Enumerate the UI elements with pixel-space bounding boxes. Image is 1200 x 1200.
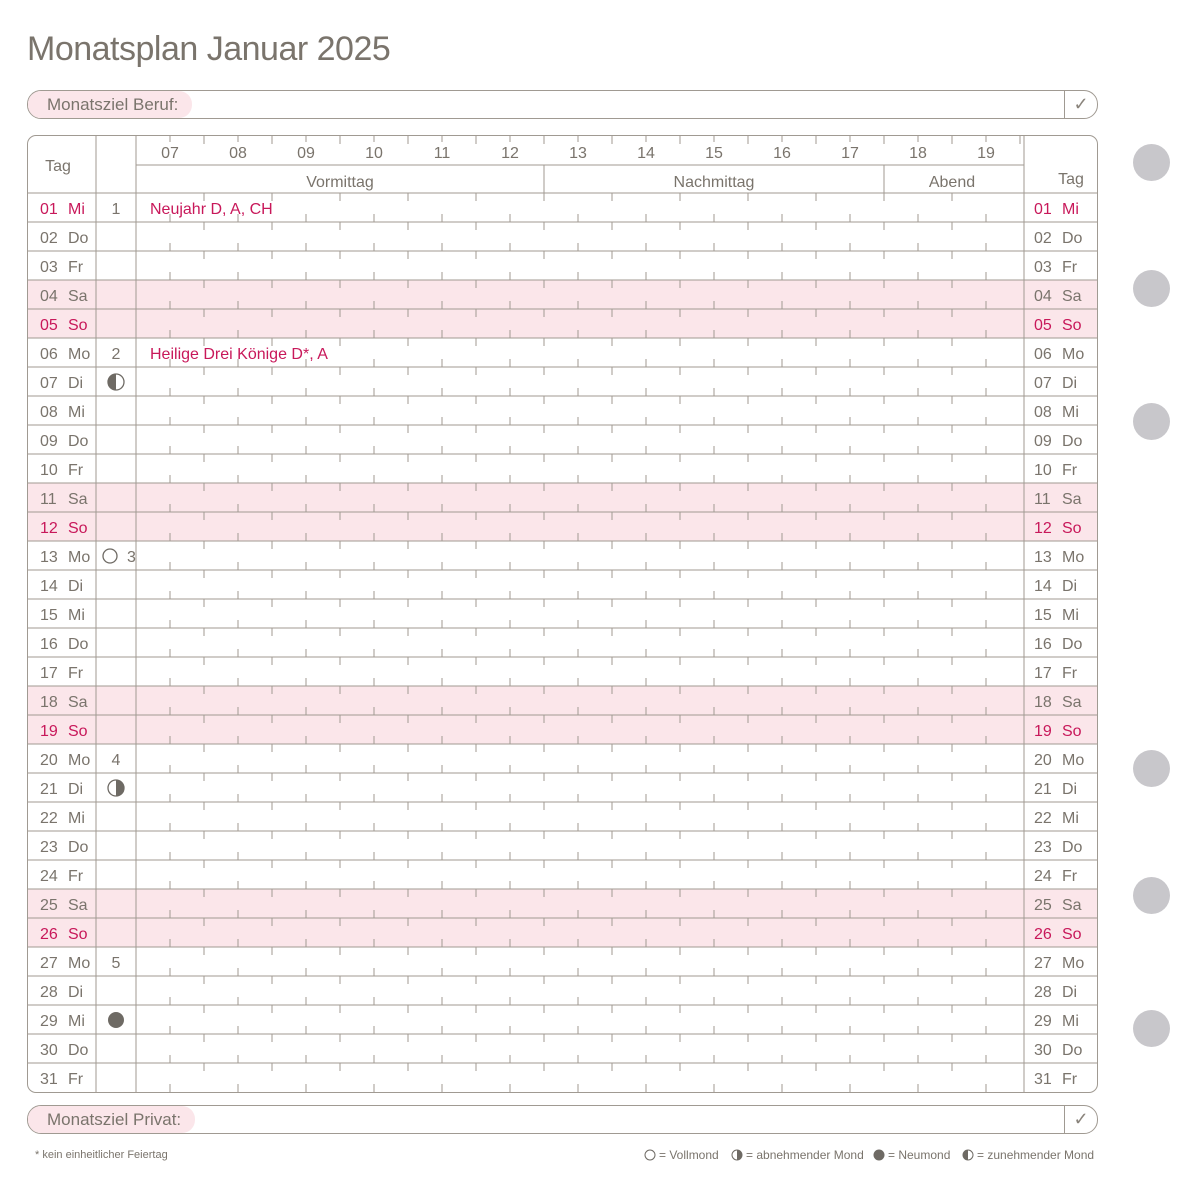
day-weekday-right: Do	[1062, 839, 1083, 856]
hour-label: 16	[773, 145, 791, 162]
period-label: Abend	[928, 174, 976, 191]
weekend-row-bg	[28, 512, 1097, 541]
punch-hole	[1133, 403, 1170, 440]
day-number: 24	[40, 868, 58, 885]
moon-legend-item	[644, 1148, 719, 1162]
day-number: 14	[40, 578, 58, 595]
day-weekday: Mo	[68, 955, 91, 972]
day-number-right: 23	[1034, 839, 1052, 856]
waning-moon-icon	[731, 1149, 743, 1161]
day-number: 18	[40, 694, 58, 711]
tag-header-right: Tag	[1058, 171, 1084, 188]
day-number-right: 12	[1034, 520, 1052, 537]
day-weekday-right: Fr	[1062, 259, 1078, 276]
day-number-right: 18	[1034, 694, 1052, 711]
day-weekday: Do	[68, 230, 89, 247]
hour-label: 09	[297, 145, 315, 162]
day-number-right: 28	[1034, 984, 1052, 1001]
punch-hole	[1133, 877, 1170, 914]
day-weekday-right: Do	[1062, 433, 1083, 450]
day-weekday: Do	[68, 433, 89, 450]
day-weekday: Mo	[68, 752, 91, 769]
day-number-right: 09	[1034, 433, 1052, 450]
weekend-row-bg	[28, 715, 1097, 744]
day-weekday: Mo	[68, 549, 91, 566]
day-number: 08	[40, 404, 58, 421]
day-number-right: 11	[1034, 491, 1051, 508]
hour-label: 14	[637, 145, 655, 162]
day-number-right: 30	[1034, 1042, 1052, 1059]
day-number-right: 13	[1034, 549, 1052, 566]
day-weekday-right: Sa	[1062, 491, 1082, 508]
legend-label: = zunehmender Mond	[977, 1148, 1095, 1162]
new-moon-icon	[108, 1012, 124, 1028]
day-weekday: So	[68, 520, 88, 537]
day-number-right: 22	[1034, 810, 1052, 827]
day-weekday-right: Fr	[1062, 462, 1078, 479]
day-number-right: 07	[1034, 375, 1052, 392]
hour-label: 15	[705, 145, 723, 162]
day-number: 06	[40, 346, 58, 363]
day-number: 09	[40, 433, 58, 450]
day-weekday-right: Mi	[1062, 404, 1079, 421]
day-number: 28	[40, 984, 58, 1001]
day-weekday-right: Mo	[1062, 549, 1085, 566]
day-number-right: 03	[1034, 259, 1052, 276]
hour-label: 11	[433, 145, 451, 162]
day-weekday-right: Sa	[1062, 897, 1082, 914]
day-weekday: Fr	[68, 868, 84, 885]
goal-privat-checkbox[interactable]: ✓	[1064, 1106, 1097, 1133]
day-weekday: Sa	[68, 288, 88, 305]
day-weekday-right: Di	[1062, 984, 1078, 1001]
day-number-right: 05	[1034, 317, 1052, 334]
day-number: 31	[40, 1071, 58, 1088]
day-weekday-right: Do	[1062, 1042, 1083, 1059]
weekend-row-bg	[28, 889, 1097, 918]
day-weekday: Mi	[68, 810, 85, 827]
day-weekday: Fr	[68, 665, 84, 682]
period-label: Vormittag	[306, 174, 374, 191]
week-number: 3	[127, 549, 136, 566]
moon-legend-item	[873, 1148, 950, 1162]
day-number: 30	[40, 1042, 58, 1059]
day-weekday-right: Di	[1062, 375, 1078, 392]
day-number-right: 29	[1034, 1013, 1052, 1030]
hour-label: 19	[977, 145, 995, 162]
day-weekday-right: Do	[1062, 636, 1083, 653]
day-weekday-right: So	[1062, 926, 1082, 943]
hour-label: 07	[161, 145, 179, 162]
weekend-row-bg	[28, 280, 1097, 309]
day-weekday-right: So	[1062, 723, 1082, 740]
day-number: 13	[40, 549, 58, 566]
hour-label: 10	[365, 145, 383, 162]
day-number: 22	[40, 810, 58, 827]
day-weekday-right: Fr	[1062, 1071, 1078, 1088]
day-number: 23	[40, 839, 58, 856]
day-number-right: 01	[1034, 201, 1052, 218]
day-weekday: Di	[68, 781, 84, 798]
day-number-right: 19	[1034, 723, 1052, 740]
period-label: Nachmittag	[673, 174, 755, 191]
day-number: 15	[40, 607, 58, 624]
day-number: 01	[40, 201, 58, 218]
day-weekday: Fr	[68, 462, 84, 479]
day-number-right: 16	[1034, 636, 1052, 653]
day-number: 10	[40, 462, 58, 479]
day-number-right: 14	[1034, 578, 1052, 595]
day-number: 03	[40, 259, 58, 276]
week-number: 5	[111, 955, 121, 972]
holiday-event: Neujahr D, A, CH	[150, 201, 273, 218]
day-number: 07	[40, 375, 58, 392]
full-moon-icon	[644, 1149, 656, 1161]
legend-label: = Neumond	[888, 1148, 951, 1162]
day-number-right: 06	[1034, 346, 1052, 363]
day-weekday: Mo	[68, 346, 91, 363]
day-number: 16	[40, 636, 58, 653]
day-weekday-right: Sa	[1062, 288, 1082, 305]
footnote: * kein einheitlicher Feiertag	[35, 1149, 168, 1161]
day-weekday: Do	[68, 1042, 89, 1059]
punch-hole	[1133, 270, 1170, 307]
day-weekday-right: Mo	[1062, 752, 1085, 769]
day-number: 19	[40, 723, 58, 740]
waxing-moon-icon	[962, 1149, 974, 1161]
day-number-right: 24	[1034, 868, 1052, 885]
week-number: 4	[111, 752, 121, 769]
goal-beruf-field[interactable]	[27, 90, 1098, 119]
day-weekday-right: Mi	[1062, 810, 1079, 827]
day-weekday: So	[68, 926, 88, 943]
punch-hole	[1133, 1010, 1170, 1047]
day-weekday: Mi	[68, 404, 85, 421]
day-weekday: Fr	[68, 1071, 84, 1088]
waxing-moon-icon	[108, 374, 116, 390]
day-weekday: So	[68, 723, 88, 740]
day-weekday: Do	[68, 839, 89, 856]
full-moon-icon	[103, 549, 117, 563]
day-weekday: Sa	[68, 897, 88, 914]
weekend-row-bg	[28, 918, 1097, 947]
day-weekday-right: Di	[1062, 781, 1078, 798]
legend-label: = abnehmender Mond	[746, 1148, 864, 1162]
moon-legend-item	[731, 1148, 864, 1162]
hour-label: 18	[909, 145, 927, 162]
day-number: 20	[40, 752, 58, 769]
punch-hole	[1133, 750, 1170, 787]
day-number-right: 20	[1034, 752, 1052, 769]
day-weekday-right: Mi	[1062, 1013, 1079, 1030]
goal-beruf-label: Monatsziel Beruf:	[28, 91, 192, 118]
tag-header-left: Tag	[45, 158, 71, 175]
day-weekday: Fr	[68, 259, 84, 276]
day-number-right: 26	[1034, 926, 1052, 943]
day-weekday-right: Mo	[1062, 346, 1085, 363]
day-weekday: Di	[68, 984, 84, 1001]
hour-label: 08	[229, 145, 247, 162]
day-weekday: Sa	[68, 491, 88, 508]
month-grid	[27, 135, 1098, 1093]
hour-label: 17	[841, 145, 859, 162]
day-weekday-right: So	[1062, 520, 1082, 537]
day-number-right: 04	[1034, 288, 1052, 305]
day-number-right: 25	[1034, 897, 1052, 914]
day-weekday: Sa	[68, 694, 88, 711]
page-title: Monatsplan Januar 2025	[27, 30, 391, 68]
weekend-row-bg	[28, 309, 1097, 338]
day-weekday-right: So	[1062, 317, 1082, 334]
goal-beruf-checkbox[interactable]: ✓	[1064, 91, 1097, 118]
day-weekday-right: Fr	[1062, 665, 1078, 682]
waning-moon-icon	[116, 780, 124, 796]
day-weekday: Mi	[68, 607, 85, 624]
day-weekday-right: Mo	[1062, 955, 1085, 972]
holiday-event: Heilige Drei Könige D*, A	[150, 346, 328, 363]
day-weekday-right: Mi	[1062, 201, 1079, 218]
legend-label: = Vollmond	[659, 1148, 719, 1162]
day-number-right: 10	[1034, 462, 1052, 479]
day-number: 11	[40, 491, 57, 508]
week-number: 1	[111, 201, 121, 218]
day-weekday: Mi	[68, 201, 85, 218]
day-number: 05	[40, 317, 58, 334]
day-number: 26	[40, 926, 58, 943]
punch-hole	[1133, 144, 1170, 181]
day-weekday: Di	[68, 375, 84, 392]
day-number: 12	[40, 520, 58, 537]
day-number: 25	[40, 897, 58, 914]
day-number-right: 02	[1034, 230, 1052, 247]
day-weekday-right: Mi	[1062, 607, 1079, 624]
day-weekday-right: Do	[1062, 230, 1083, 247]
day-number: 21	[40, 781, 58, 798]
day-weekday: Do	[68, 636, 89, 653]
day-number: 02	[40, 230, 58, 247]
day-number: 04	[40, 288, 58, 305]
day-weekday: Di	[68, 578, 84, 595]
day-number: 29	[40, 1013, 58, 1030]
week-number: 2	[111, 346, 121, 363]
day-weekday-right: Fr	[1062, 868, 1078, 885]
weekend-row-bg	[28, 686, 1097, 715]
hour-label: 13	[569, 145, 587, 162]
day-weekday-right: Sa	[1062, 694, 1082, 711]
goal-privat-field[interactable]	[27, 1105, 1098, 1134]
day-number-right: 15	[1034, 607, 1052, 624]
goal-privat-label: Monatsziel Privat:	[28, 1106, 195, 1133]
new-moon-icon	[873, 1149, 885, 1161]
day-weekday: So	[68, 317, 88, 334]
day-weekday: Mi	[68, 1013, 85, 1030]
day-number-right: 17	[1034, 665, 1052, 682]
month-grid-svg	[28, 136, 1097, 1092]
day-number-right: 21	[1034, 781, 1052, 798]
day-number-right: 31	[1034, 1071, 1052, 1088]
day-weekday-right: Di	[1062, 578, 1078, 595]
weekend-row-bg	[28, 483, 1097, 512]
hour-label: 12	[501, 145, 519, 162]
day-number: 17	[40, 665, 58, 682]
day-number: 27	[40, 955, 58, 972]
moon-legend-item	[962, 1148, 1094, 1162]
day-number-right: 27	[1034, 955, 1052, 972]
day-number-right: 08	[1034, 404, 1052, 421]
